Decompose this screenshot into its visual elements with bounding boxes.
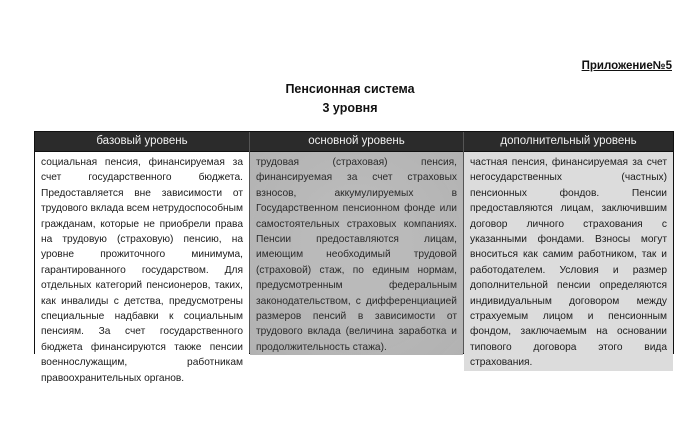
title-line-1: Пенсионная система bbox=[285, 82, 415, 96]
column-header-main: основной уровень bbox=[250, 132, 463, 152]
column-header-additional: дополнительный уровень bbox=[464, 132, 673, 152]
column-text-additional: частная пенсия, финансируемая за счет негосударственных (частных) пенсионных фондов. Пенсии предоставляются лицам, заключившим договор личного страхования с указанными фондами. Взносы могут вноситься как самим работником, так и работодателем. Условия и размер дополнительной пенсии определяются индивидуальным договором между страхуемым лицом и пенсионным фондом, заключаемым на основании типового договора этого вида страхования. bbox=[464, 152, 673, 371]
title-line-2: 3 уровня bbox=[322, 101, 378, 115]
column-header-basic: базовый уровень bbox=[35, 132, 249, 152]
column-basic-level bbox=[35, 132, 249, 384]
page-title bbox=[0, 80, 700, 118]
column-text-main: трудовая (страховая) пенсия, финансируемая за счет страховых взносов, аккумулируемых в Государственном пенсионном фонде или самостоятельных страховых компаниях. Пенсии предоставляются лицам, имеющим необходимый трудовой (страховой) стаж, по единым нормам, предусмотренным федеральным законодательством, с дифференциацией размеров пенсий в зависимости от трудового вклада (величина заработка и продолжительность стажа). bbox=[250, 152, 463, 355]
column-text-basic: социальная пенсия, финансируемая за счет государственного бюджета. Предоставляется вне зависимости от трудового вклада всем нетрудоспособным гражданам, которые не приобрели права на трудовую (страховую) пенсию, на уровне прожиточного минимума, гарантированного государством. Для отдельных категорий пенсионеров, таких, как инвалиды с детства, предусмотрены специальные надбавки к социальным пенсиям. За счет государственного бюджета финансируются также пенсии военнослужащим, работникам правоохранительных органов. bbox=[35, 152, 249, 386]
column-main-level bbox=[249, 132, 463, 353]
appendix-label: Приложение№5 bbox=[581, 60, 672, 72]
pension-levels-table bbox=[34, 131, 674, 384]
column-additional-level bbox=[463, 132, 673, 369]
